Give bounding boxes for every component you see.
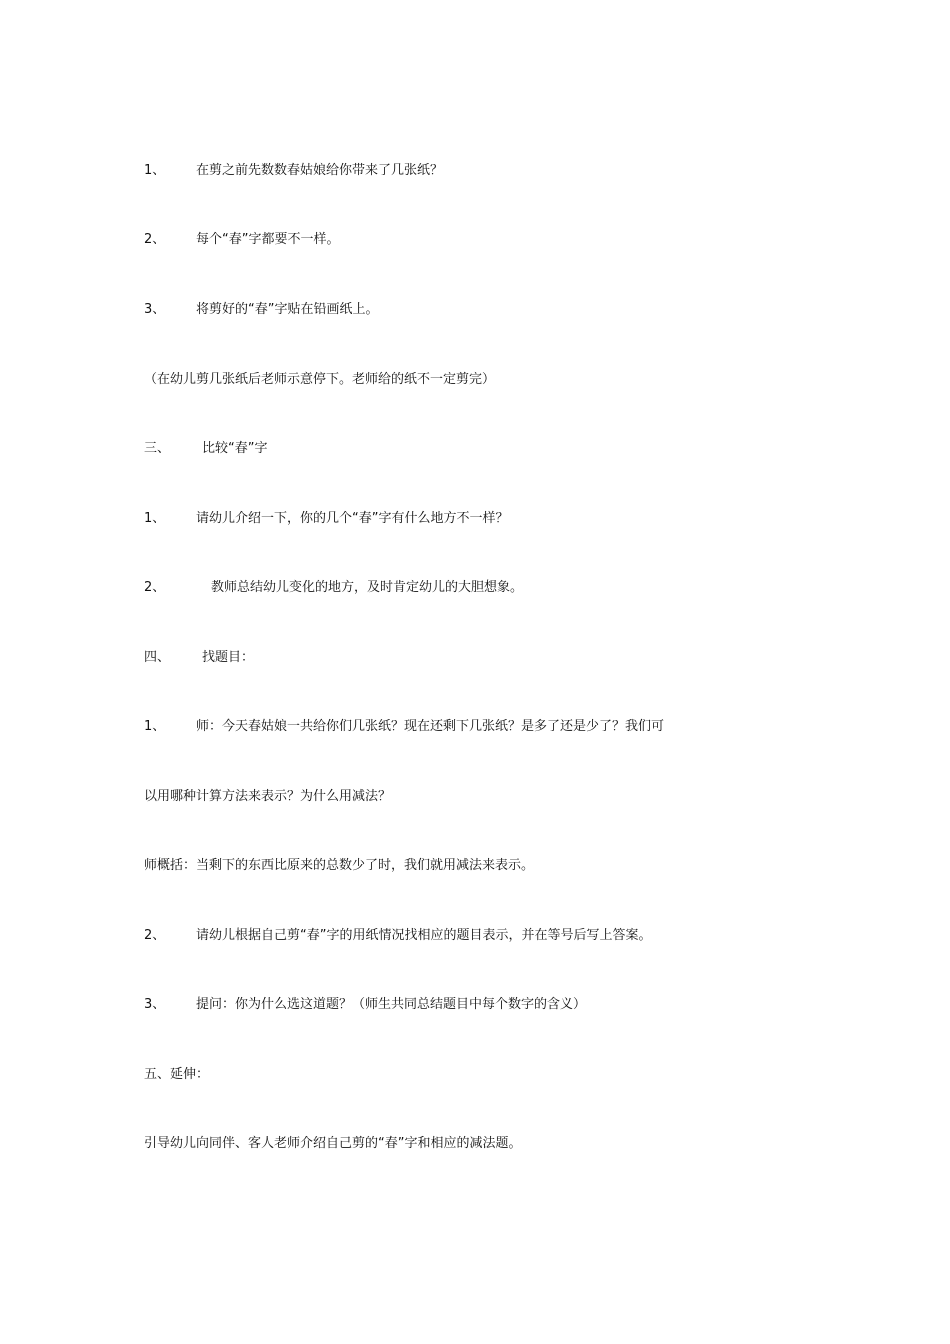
item-text: 提问：你为什么选这道题？（师生共同总结题目中每个数字的含义） [196,997,587,1012]
paragraph-text: 以用哪种计算方法来表示？为什么用减法？ [144,789,392,804]
item-text: 师：今天春姑娘一共给你们几张纸？现在还剩下几张纸？是多了还是少了？我们可 [196,719,665,734]
paragraph [144,1133,844,1155]
paragraph [144,786,844,808]
item-number: 2、 [144,580,166,595]
section-title: 找题目： [202,650,255,665]
list-item [144,229,844,251]
item-text: 教师总结幼儿变化的地方，及时肯定幼儿的大胆想象。 [211,580,524,595]
paragraph-text: （在幼儿剪几张纸后老师示意停下。老师给的纸不一定剪完） [144,372,496,387]
list-item [144,508,844,530]
section-title: 五、延伸： [144,1067,210,1082]
list-item [144,716,844,738]
section-number: 四、 [144,650,171,665]
item-text: 请幼儿介绍一下，你的几个“春”字有什么地方不一样？ [196,511,509,526]
item-number: 2、 [144,928,166,943]
item-number: 2、 [144,232,166,247]
paragraph-text: 引导幼儿向同伴、客人老师介绍自己剪的“春”字和相应的减法题。 [144,1136,522,1151]
item-number: 3、 [144,302,166,317]
item-number: 3、 [144,997,166,1012]
list-item [144,577,844,599]
item-number: 1、 [144,511,166,526]
section-heading [144,438,844,460]
item-number: 1、 [144,163,166,178]
paragraph-text: 师概括：当剩下的东西比原来的总数少了时，我们就用减法来表示。 [144,858,535,873]
paragraph [144,369,844,391]
section-heading [144,647,844,669]
paragraph [144,855,844,877]
item-text: 将剪好的“春”字贴在铅画纸上。 [196,302,379,317]
section-number: 三、 [144,441,171,456]
list-item [144,160,844,182]
list-item [144,925,844,947]
list-item [144,299,844,321]
list-item [144,994,844,1016]
item-text: 请幼儿根据自己剪“春”字的用纸情况找相应的题目表示，并在等号后写上答案。 [196,928,652,943]
item-number: 1、 [144,719,166,734]
section-title: 比较“春”字 [202,441,268,456]
item-text: 在剪之前先数数春姑娘给你带来了几张纸？ [196,163,444,178]
item-text: 每个“春”字都要不一样。 [196,232,340,247]
section-heading [144,1064,844,1086]
